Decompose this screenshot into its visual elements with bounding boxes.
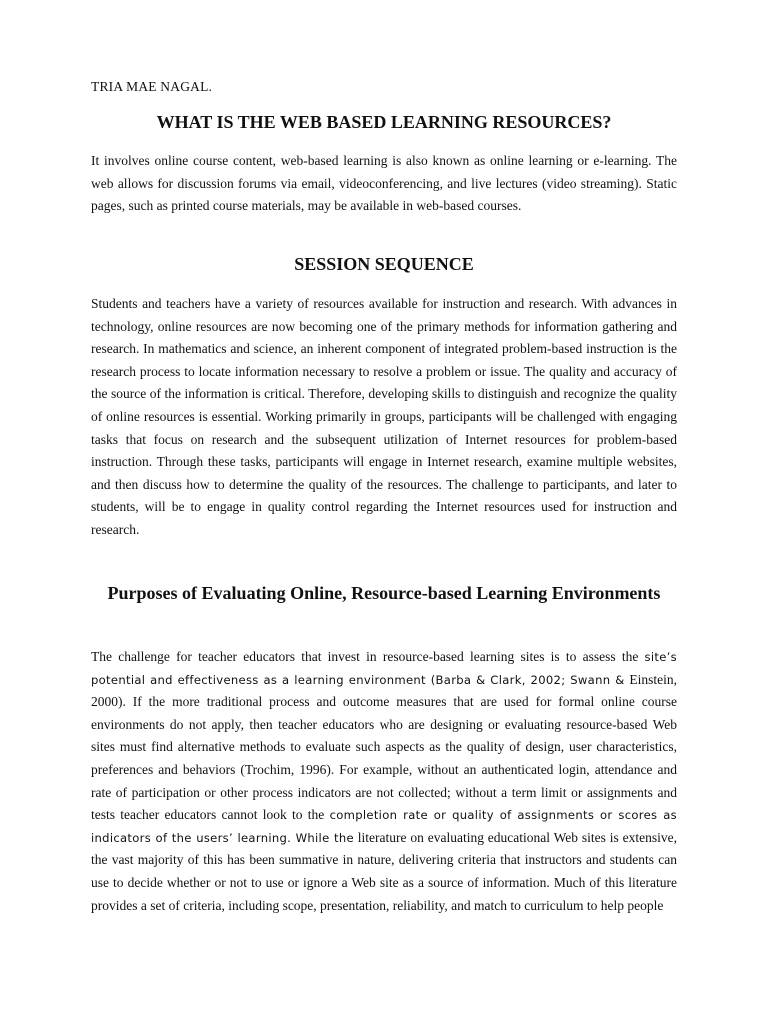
paragraph-purposes-part-5: literature on evaluating educational Web sites is extensive, the vast majority of this has been summative in nature, delivering criteria that instructors and students can use to decide whether or not to use or ignore a Web site as a source of information. Much of this literature provides a set of criteria, including scope, presentation, reliability, and match to curriculum to help people [91,829,677,913]
section-heading-web-based-learning: WHAT IS THE WEB BASED LEARNING RESOURCES? [156,112,612,132]
paragraph-purposes-part-1: The challenge for teacher educators that invest in resource-based learning sites is to assess the [91,649,645,664]
author-name: TRIA MAE NAGAL. [91,79,213,94]
paragraph-purposes [91,646,677,917]
paragraph-purposes-part-3: Einstein, 2000). If the more traditional process and outcome measures that are used for formal online course environments do not apply, then teacher educators who are designing or evaluating resource-based Web sites must find alternative methods to evaluate such aspects as the quality of design, user characteristics, preferences and behaviors (Trochim, 1996). For example, without an authenticated login, attendance and rate of participation or other process indicators are not collected; without a term limit or assignments and tests teacher educators cannot look to the [91,671,677,823]
section-heading-purposes: Purposes of Evaluating Online, Resource-based Learning Environments [107,583,661,603]
section-heading-session-sequence: SESSION SEQUENCE [294,254,474,274]
paragraph-purposes-part-2: site’s potential and effectiveness as a learning environment (Barba & Clark, 2002; Swann & [91,650,677,687]
paragraph-session-sequence: Students and teachers have a variety of resources available for instruction and research. With advances in technology, online resources are now becoming one of the primary methods for information gathering and research. In mathematics and science, an inherent component of integrated problem-based instruction is the research process to locate information necessary to resolve a problem or issue. The quality and accuracy of the source of the information is critical. Therefore, developing skills to distinguish and recognize the quality of online resources is essential. Working primarily in groups, participants will be challenged with engaging tasks that focus on research and the subsequent utilization of Internet resources for problem-based instruction. Through these tasks, participants will engage in Internet research, examine multiple websites, and then discuss how to determine the quality of the resources. The challenge to participants, and later to students, will be to engage in quality control regarding the Internet resources used for instruction and research. [91,296,677,537]
paragraph-web-based-learning: It involves online course content, web-based learning is also known as online learning or e-learning. The web allows for discussion forums via email, videoconferencing, and live lectures (video streaming). Static pages, such as printed course materials, may be available in web-based courses. [91,153,677,214]
paragraph-purposes-part-4: completion rate or quality of assignments or scores as indicators of the users’ learning. While the [91,808,677,845]
